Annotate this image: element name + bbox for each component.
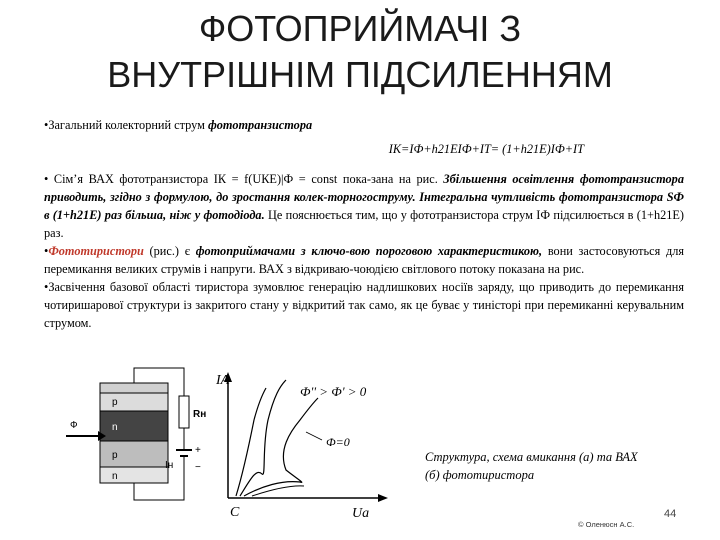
label-n-top: n: [112, 422, 118, 433]
p3-text-1: (рис.) є: [143, 244, 196, 258]
bullet: •: [44, 118, 49, 132]
layer-p-mid: [100, 441, 168, 467]
p1-emphasis: фототранзистора: [207, 118, 313, 132]
label-p-top: p: [112, 397, 118, 408]
origin-label: C: [230, 505, 240, 520]
plus-sign: +: [195, 445, 201, 456]
legend-phi-zero: Ф=0: [326, 435, 350, 449]
label-n-bot: n: [112, 471, 118, 482]
p3-bold: фотоприймачами з ключо-вою пороговою характеристикою,: [195, 244, 543, 258]
curve-base: [252, 486, 304, 496]
layer-p-top: [100, 393, 168, 411]
figure-caption: Структура, схема вмикання (а) та ВАХ (б) фототиристора: [425, 450, 638, 482]
iv-characteristic: [215, 372, 388, 521]
light-label: Ф: [70, 420, 78, 431]
p3-term: Фототиристори: [48, 244, 144, 258]
minus-sign: −: [195, 462, 201, 473]
x-axis-label: Ua: [352, 506, 370, 521]
p4-text: Засвічення базової області тиристора зумовлює генерацію надлишкових носіїв заряду, що приводить до перемикання чотиришарової структури із закритого стану у відкритий так само, як це буває у тиністорі при перемиканні керувальним струмом.: [44, 280, 684, 330]
thyristor-structure: [66, 368, 206, 500]
layer-n-bot: [100, 467, 168, 483]
y-axis-label: IA: [216, 373, 230, 388]
title-line-1: ФОТОПРИЙМАЧІ З: [198, 8, 522, 49]
current-label: Iн: [165, 460, 174, 471]
curve-phi-prime: [240, 380, 286, 496]
x-axis-arrow: [378, 494, 388, 502]
page-number: 44: [664, 508, 677, 520]
p3-text-2: вони застосовуються для перемикання великих струмів і напруги. ВАХ з відкриваю-чоюдією світлового потоку показана на рис.: [44, 244, 685, 276]
copyright: © Оленюсн А.С.: [578, 520, 635, 529]
p2-text-2: Це пояснюється тим, що у фототранзистора струм IФ підсилюється в (1+h21Е) раз.: [44, 208, 685, 240]
bullet: •: [44, 244, 49, 258]
resistor-label: Rн: [193, 409, 207, 420]
p1-text: Загальний колекторний струм: [48, 118, 208, 132]
bullet: •: [44, 280, 49, 294]
collector-current-formula: IК=IФ+h21ЕIФ+IТ= (1+h21Е)IФ+IТ: [388, 142, 584, 156]
layer-n-top: [100, 411, 168, 441]
legend-leader: [306, 432, 322, 440]
p2-bold: Збільшення освітлення фототранзистора приводить, згідно з формулою, до зростання колек-торногострумy. Інтегральна чутливість фототранзистора SФ в (1+h21Е) раз більша, ніж у фотодіода.: [44, 172, 684, 222]
label-p-mid: p: [112, 450, 118, 461]
p2-text-1: Сім’я ВАХ фототранзистора IК = f(UКЕ)|Ф = const пока-зана на рис.: [53, 172, 444, 186]
title-line-2: ВНУТРІШНІМ ПІДСИЛЕННЯМ: [107, 54, 613, 95]
bullet: •: [44, 172, 49, 186]
curve-phi-zero: [244, 398, 318, 496]
load-resistor: [179, 396, 189, 428]
legend-phi-order: Ф'' > Ф' > 0: [300, 384, 367, 399]
